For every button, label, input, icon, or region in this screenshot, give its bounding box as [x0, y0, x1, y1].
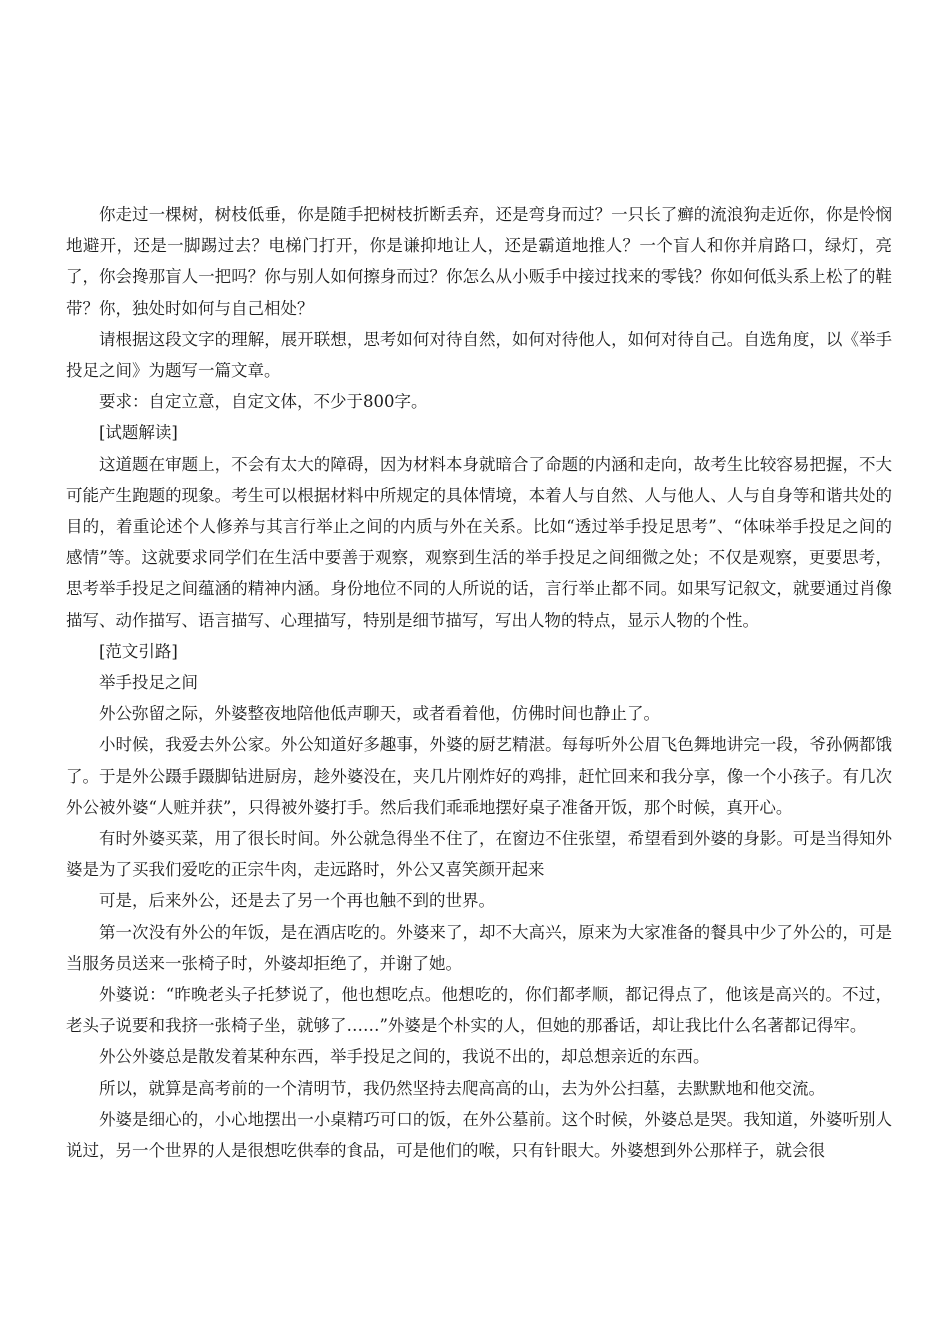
essay-paragraph: 所以，就算是高考前的一个清明节，我仍然坚持去爬高高的山，去为外公扫墓，去默默地和他交流。: [99, 1078, 825, 1098]
essay-paragraph: 外婆说：“昨晚老头子托梦说了，他也想吃点。他想吃的，你们都孝顺，都记得点了，他该是高兴的。不过，老头子说要和我挤一张椅子坐，就够了……”外婆是个朴实的人，但她的那番话，却让我比什么名著都记得牢。: [66, 985, 892, 1036]
requirement-paragraph: 要求：自定立意，自定文体，不少于800字。: [99, 392, 428, 412]
analysis-paragraph: 这道题在审题上，不会有太大的障碍，因为材料本身就暗合了命题的内涵和走向，故考生比较容易把握，不大可能产生跑题的现象。考生可以根据材料中所规定的具体情境，本着人与自然、人与他人、人与自身等和谐共处的目的，着重论述个人修养与其言行举止之间的内质与外在关系。比如“透过举手投足思考”、“体味举手投足之间的感情”等。这就要求同学们在生活中要善于观察，观察到生活的举手投足之间细微之处；不仅是观察，更要思考，思考举手投足之间蕴涵的精神内涵。身份地位不同的人所说的话，言行举止都不同。如果写记叙文，就要通过肖像描写、动作描写、语言描写、心理描写，特别是细节描写，写出人物的特点，显示人物的个性。: [66, 454, 892, 630]
section-heading-sample: [范文引路]: [99, 641, 178, 661]
prompt-paragraph: 请根据这段文字的理解，展开联想，思考如何对待自然，如何对待他人，如何对待自己。自选角度，以《举手投足之间》为题写一篇文章。: [66, 329, 892, 381]
document-body: [66, 199, 892, 1166]
essay-paragraph: 第一次没有外公的年饭，是在酒店吃的。外婆来了，却不大高兴，原来为大家准备的餐具中少了外公的，可是当服务员送来一张椅子时，外婆却拒绝了，并谢了她。: [66, 922, 892, 973]
essay-paragraph: 可是，后来外公，还是去了另一个再也触不到的世界。: [99, 891, 495, 911]
essay-paragraph: 外公外婆总是散发着某种东西，举手投足之间的，我说不出的，却总想亲近的东西。: [99, 1047, 710, 1067]
essay-paragraph: 小时候，我爱去外公家。外公知道好多趣事，外婆的厨艺精湛。每每听外公眉飞色舞地讲完一段，爷孙俩都饿了。于是外公蹑手蹑脚钻进厨房，趁外婆没在，夹几片刚炸好的鸡排，赶忙回来和我分享，像一个小孩子。有几次外公被外婆“人赃并获”，只得被外婆打手。然后我们乖乖地摆好桌子准备开饭，那个时候，真开心。: [66, 735, 892, 817]
essay-paragraph: 外婆是细心的，小心地摆出一小桌精巧可口的饭，在外公墓前。这个时候，外婆总是哭。我知道，外婆听别人说过，另一个世界的人是很想吃供奉的食品，可是他们的喉，只有针眼大。外婆想到外公那样子，就会很: [66, 1109, 892, 1161]
section-heading-analysis: [试题解读]: [99, 423, 178, 443]
essay-title: 举手投足之间: [99, 673, 198, 693]
material-paragraph: 你走过一棵树，树枝低垂，你是随手把树枝折断丢弃，还是弯身而过？一只长了癣的流浪狗走近你，你是怜悯地避开，还是一脚踢过去？电梯门打开，你是谦抑地让人，还是霸道地推人？一个盲人和你并肩路口，绿灯，亮了，你会搀那盲人一把吗？你与别人如何擦身而过？你怎么从小贩手中接过找来的零钱？你如何低头系上松了的鞋带？你，独处时如何与自己相处？: [66, 205, 892, 318]
essay-paragraph: 外公弥留之际，外婆整夜地陪他低声聊天，或者看着他，仿佛时间也静止了。: [99, 704, 660, 724]
essay-paragraph: 有时外婆买菜，用了很长时间。外公就急得坐不住了，在窗边不住张望，希望看到外婆的身影。可是当得知外婆是为了买我们爱吃的正宗牛肉，走远路时，外公又喜笑颜开起来: [66, 829, 892, 880]
